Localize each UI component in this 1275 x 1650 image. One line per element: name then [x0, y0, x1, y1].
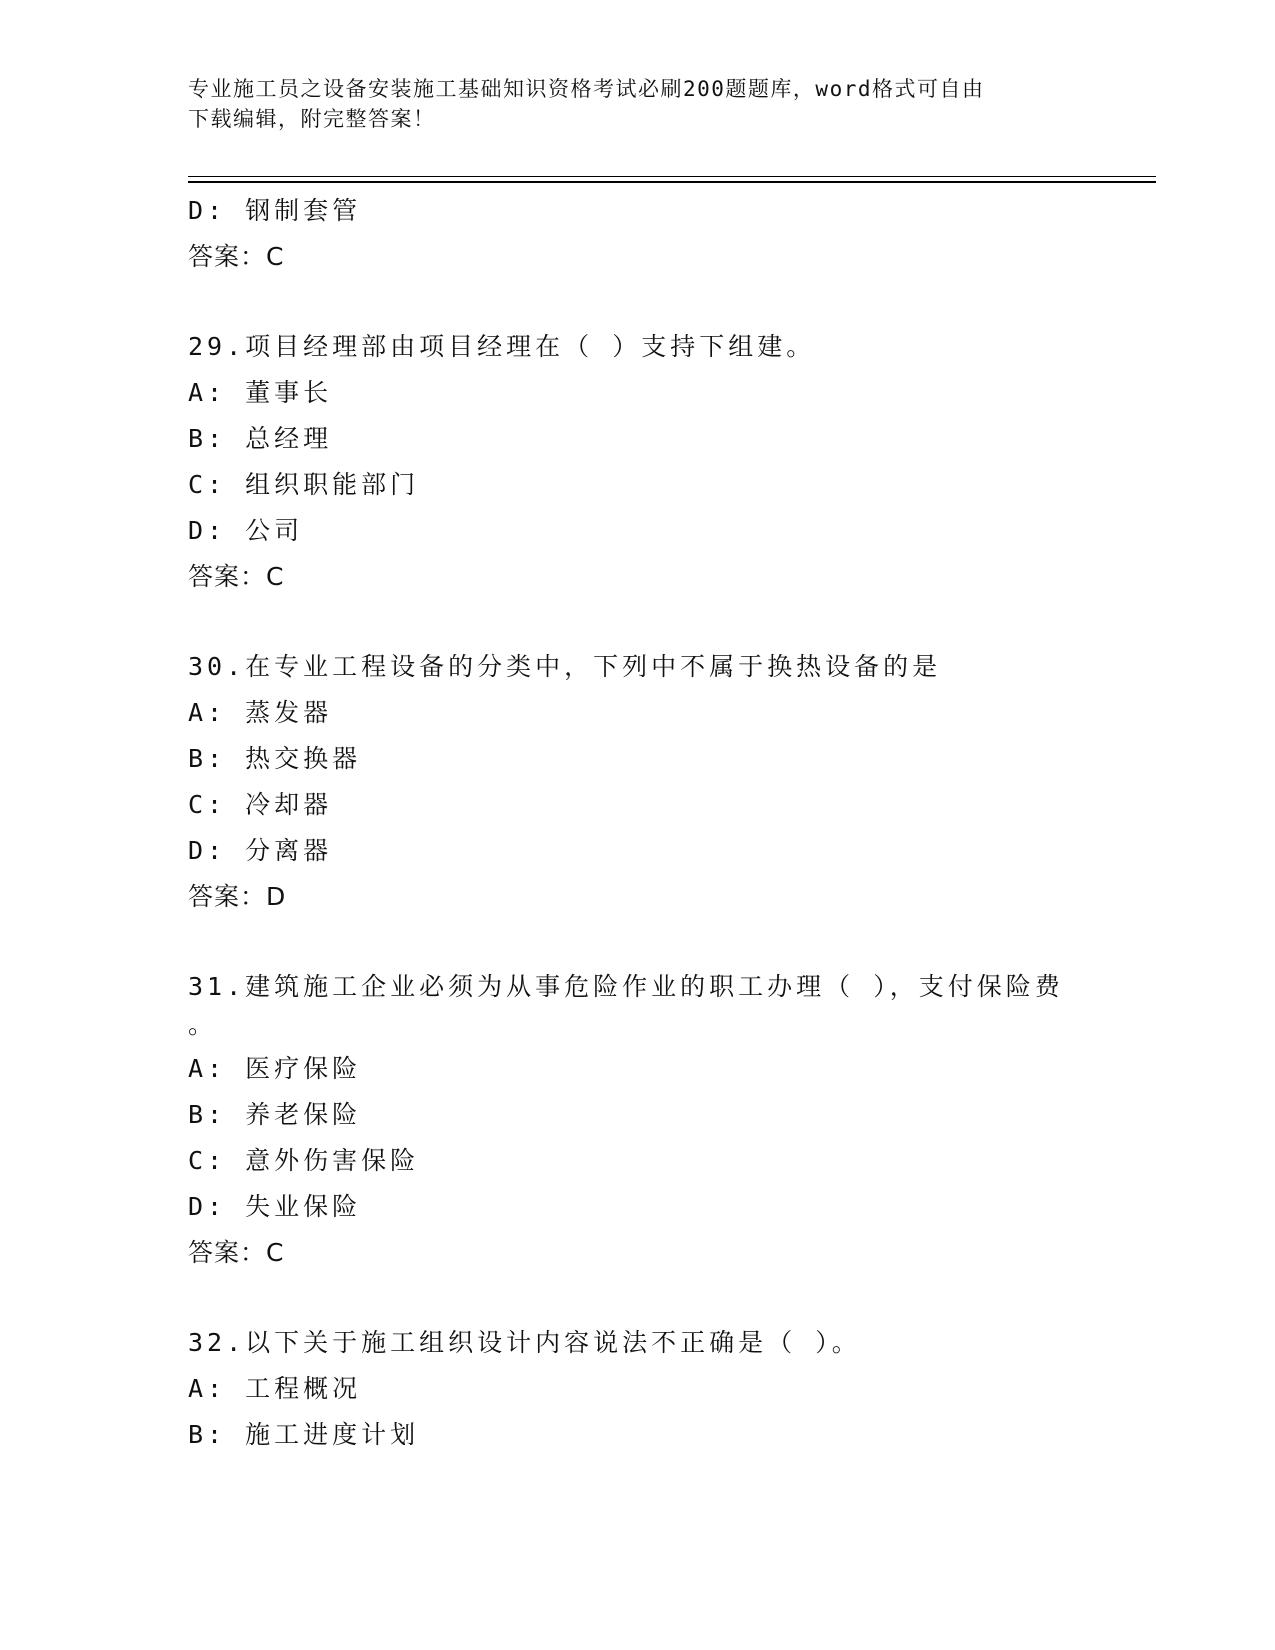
- question-text-tail: 。: [188, 1010, 214, 1039]
- option-b: B: 总经理: [188, 424, 333, 453]
- question-28-tail: [188, 188, 1088, 280]
- question-text: 32.以下关于施工组织设计内容说法不正确是（ ）。: [188, 1328, 861, 1357]
- option-b: B: 养老保险: [188, 1100, 362, 1129]
- question-30: [188, 644, 1088, 920]
- option-d: D: 失业保险: [188, 1192, 362, 1221]
- question-list: [188, 188, 1088, 1458]
- option-a: A: 蒸发器: [188, 698, 333, 727]
- option-a: A: 医疗保险: [188, 1054, 362, 1083]
- answer: 答案：D: [188, 882, 287, 911]
- option-a: A: 董事长: [188, 378, 333, 407]
- question-32: [188, 1320, 1088, 1458]
- question-text: 30.在专业工程设备的分类中，下列中不属于换热设备的是: [188, 652, 942, 681]
- option-c: C: 意外伤害保险: [188, 1146, 420, 1175]
- option-c: C: 组织职能部门: [188, 470, 420, 499]
- header-line-2: 下载编辑，附完整答案！: [188, 107, 436, 131]
- option-b: B: 热交换器: [188, 744, 362, 773]
- option-a: A: 工程概况: [188, 1374, 362, 1403]
- answer: 答案：C: [188, 1238, 285, 1267]
- answer: 答案：C: [188, 242, 285, 271]
- option-d: D: 公司: [188, 516, 304, 545]
- option-c: C: 冷却器: [188, 790, 333, 819]
- header-divider-thick: [188, 181, 1156, 183]
- option-d: D: 钢制套管: [188, 196, 362, 225]
- question-text: 29.项目经理部由项目经理在（ ）支持下组建。: [188, 332, 816, 361]
- question-29: [188, 324, 1088, 600]
- question-text: 31.建筑施工企业必须为从事危险作业的职工办理（ ），支付保险费: [188, 972, 1064, 1001]
- option-b: B: 施工进度计划: [188, 1420, 420, 1449]
- option-d: D: 分离器: [188, 836, 333, 865]
- header-line-1: 专业施工员之设备安装施工基础知识资格考试必刷200题题库，word格式可自由: [188, 77, 985, 101]
- document-header: [188, 74, 1068, 134]
- answer: 答案：C: [188, 562, 285, 591]
- header-divider-thin: [188, 176, 1156, 177]
- question-31: [188, 964, 1088, 1276]
